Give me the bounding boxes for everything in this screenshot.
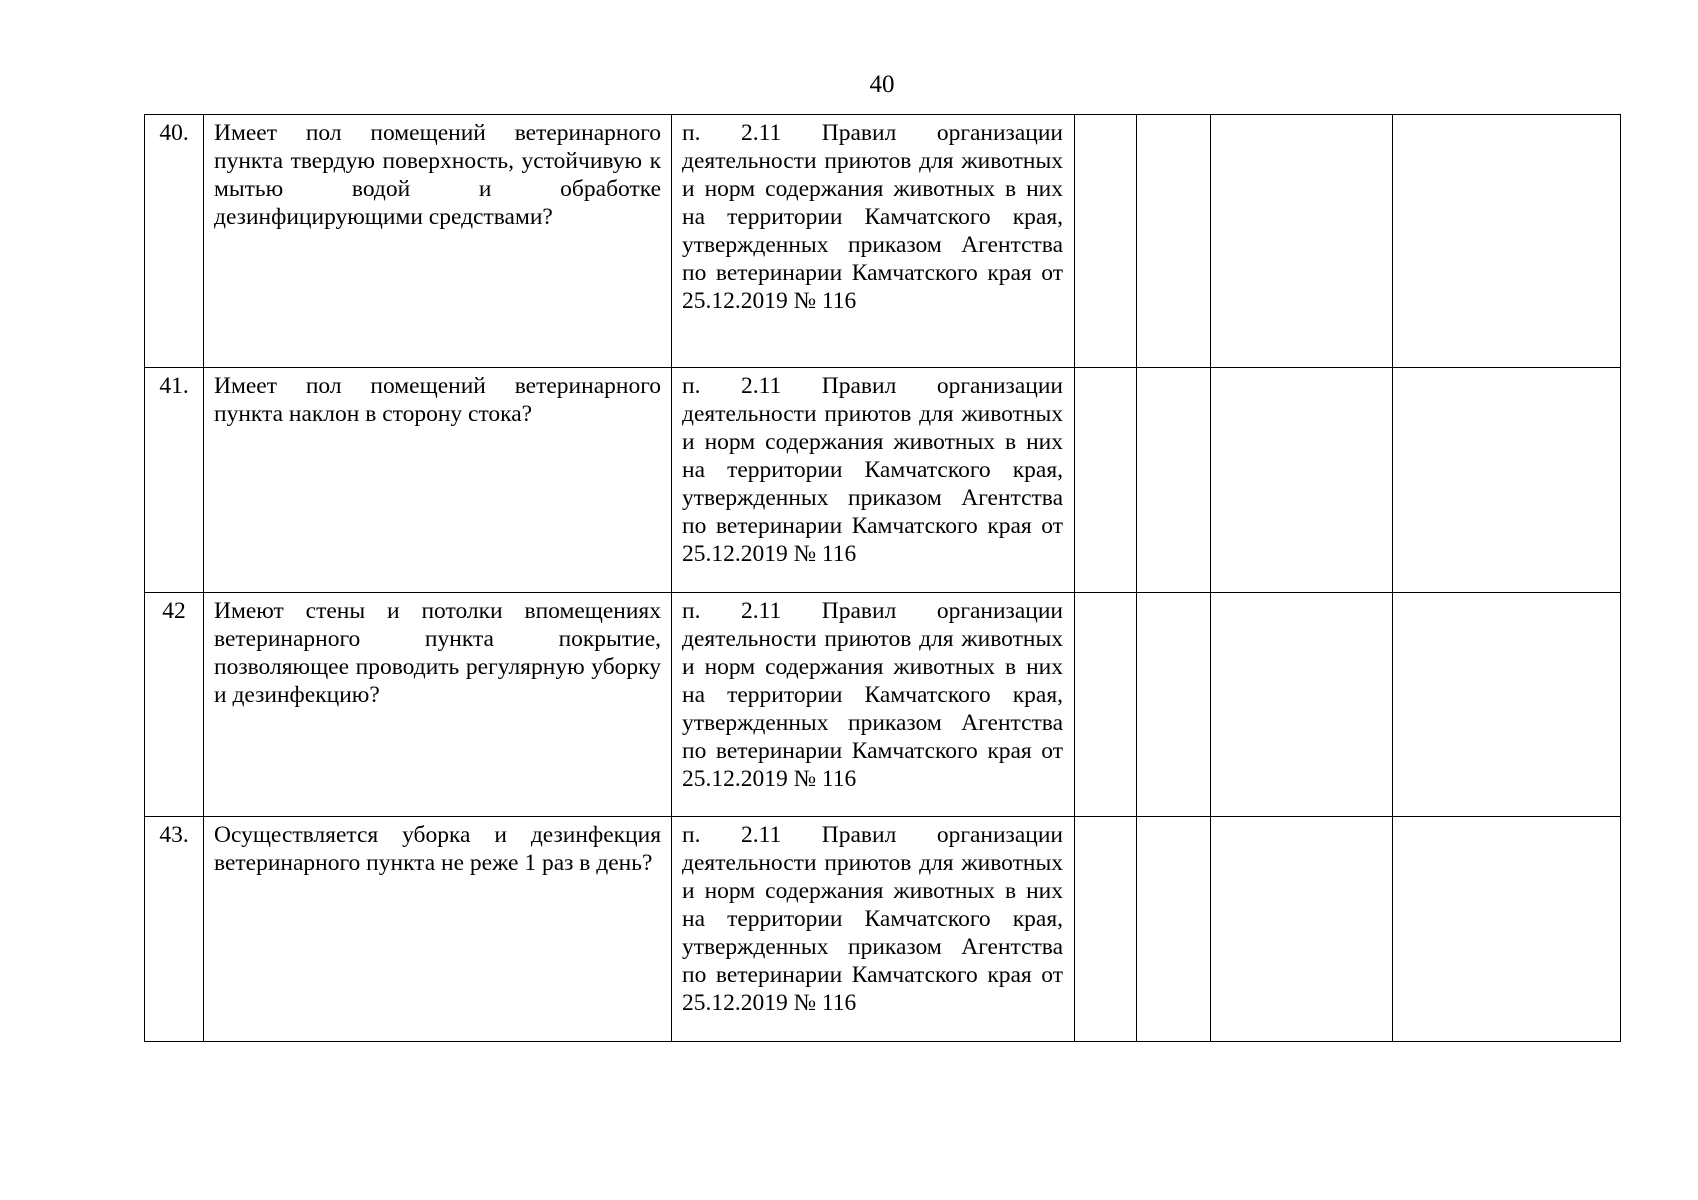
reference-cell: п. 2.11 Правил организации деятельности приютов для животных и норм содержания животных в них на территории Камчатского края, утвержденных приказом Агентства по ветеринарии Камчатского края от 25.12.2019 № 116: [672, 115, 1075, 368]
note-cell: [1393, 115, 1621, 368]
reference-cell: п. 2.11 Правил организации деятельности приютов для животных и норм содержания животных в них на территории Камчатского края, утвержденных приказом Агентства по ветеринарии Камчатского края от 25.12.2019 № 116: [672, 817, 1075, 1042]
row-number: 40.: [145, 115, 204, 368]
answer-no-cell: [1137, 817, 1211, 1042]
row-number: 43.: [145, 817, 204, 1042]
note-cell: [1393, 593, 1621, 817]
not-applicable-cell: [1211, 368, 1393, 593]
not-applicable-cell: [1211, 593, 1393, 817]
table-row: [145, 368, 1621, 593]
answer-yes-cell: [1075, 593, 1137, 817]
answer-yes-cell: [1075, 115, 1137, 368]
table-row: [145, 593, 1621, 817]
table-row: [145, 817, 1621, 1042]
reference-cell: п. 2.11 Правил организации деятельности приютов для животных и норм содержания животных в них на территории Камчатского края, утвержденных приказом Агентства по ветеринарии Камчатского края от 25.12.2019 № 116: [672, 368, 1075, 593]
answer-no-cell: [1137, 368, 1211, 593]
question-cell: Имеет пол помещений ветеринарного пункта твердую поверхность, устойчивую к мытью водой и обработке дезинфицирующими средствами?: [204, 115, 672, 368]
row-number: 41.: [145, 368, 204, 593]
answer-no-cell: [1137, 115, 1211, 368]
table-row: [145, 115, 1621, 368]
note-cell: [1393, 817, 1621, 1042]
question-cell: Осуществляется уборка и дезинфекция ветеринарного пункта не реже 1 раз в день?: [204, 817, 672, 1042]
row-number: 42: [145, 593, 204, 817]
answer-yes-cell: [1075, 817, 1137, 1042]
not-applicable-cell: [1211, 817, 1393, 1042]
answer-no-cell: [1137, 593, 1211, 817]
reference-cell: п. 2.11 Правил организации деятельности приютов для животных и норм содержания животных в них на территории Камчатского края, утвержденных приказом Агентства по ветеринарии Камчатского края от 25.12.2019 № 116: [672, 593, 1075, 817]
not-applicable-cell: [1211, 115, 1393, 368]
question-cell: Имеют стены и потолки впомещениях ветеринарного пункта покрытие, позволяющее проводить регулярную уборку и дезинфекцию?: [204, 593, 672, 817]
note-cell: [1393, 368, 1621, 593]
question-cell: Имеет пол помещений ветеринарного пункта наклон в сторону стока?: [204, 368, 672, 593]
answer-yes-cell: [1075, 368, 1137, 593]
page-number: 40: [869, 71, 895, 98]
checklist-table: [144, 114, 1621, 1042]
